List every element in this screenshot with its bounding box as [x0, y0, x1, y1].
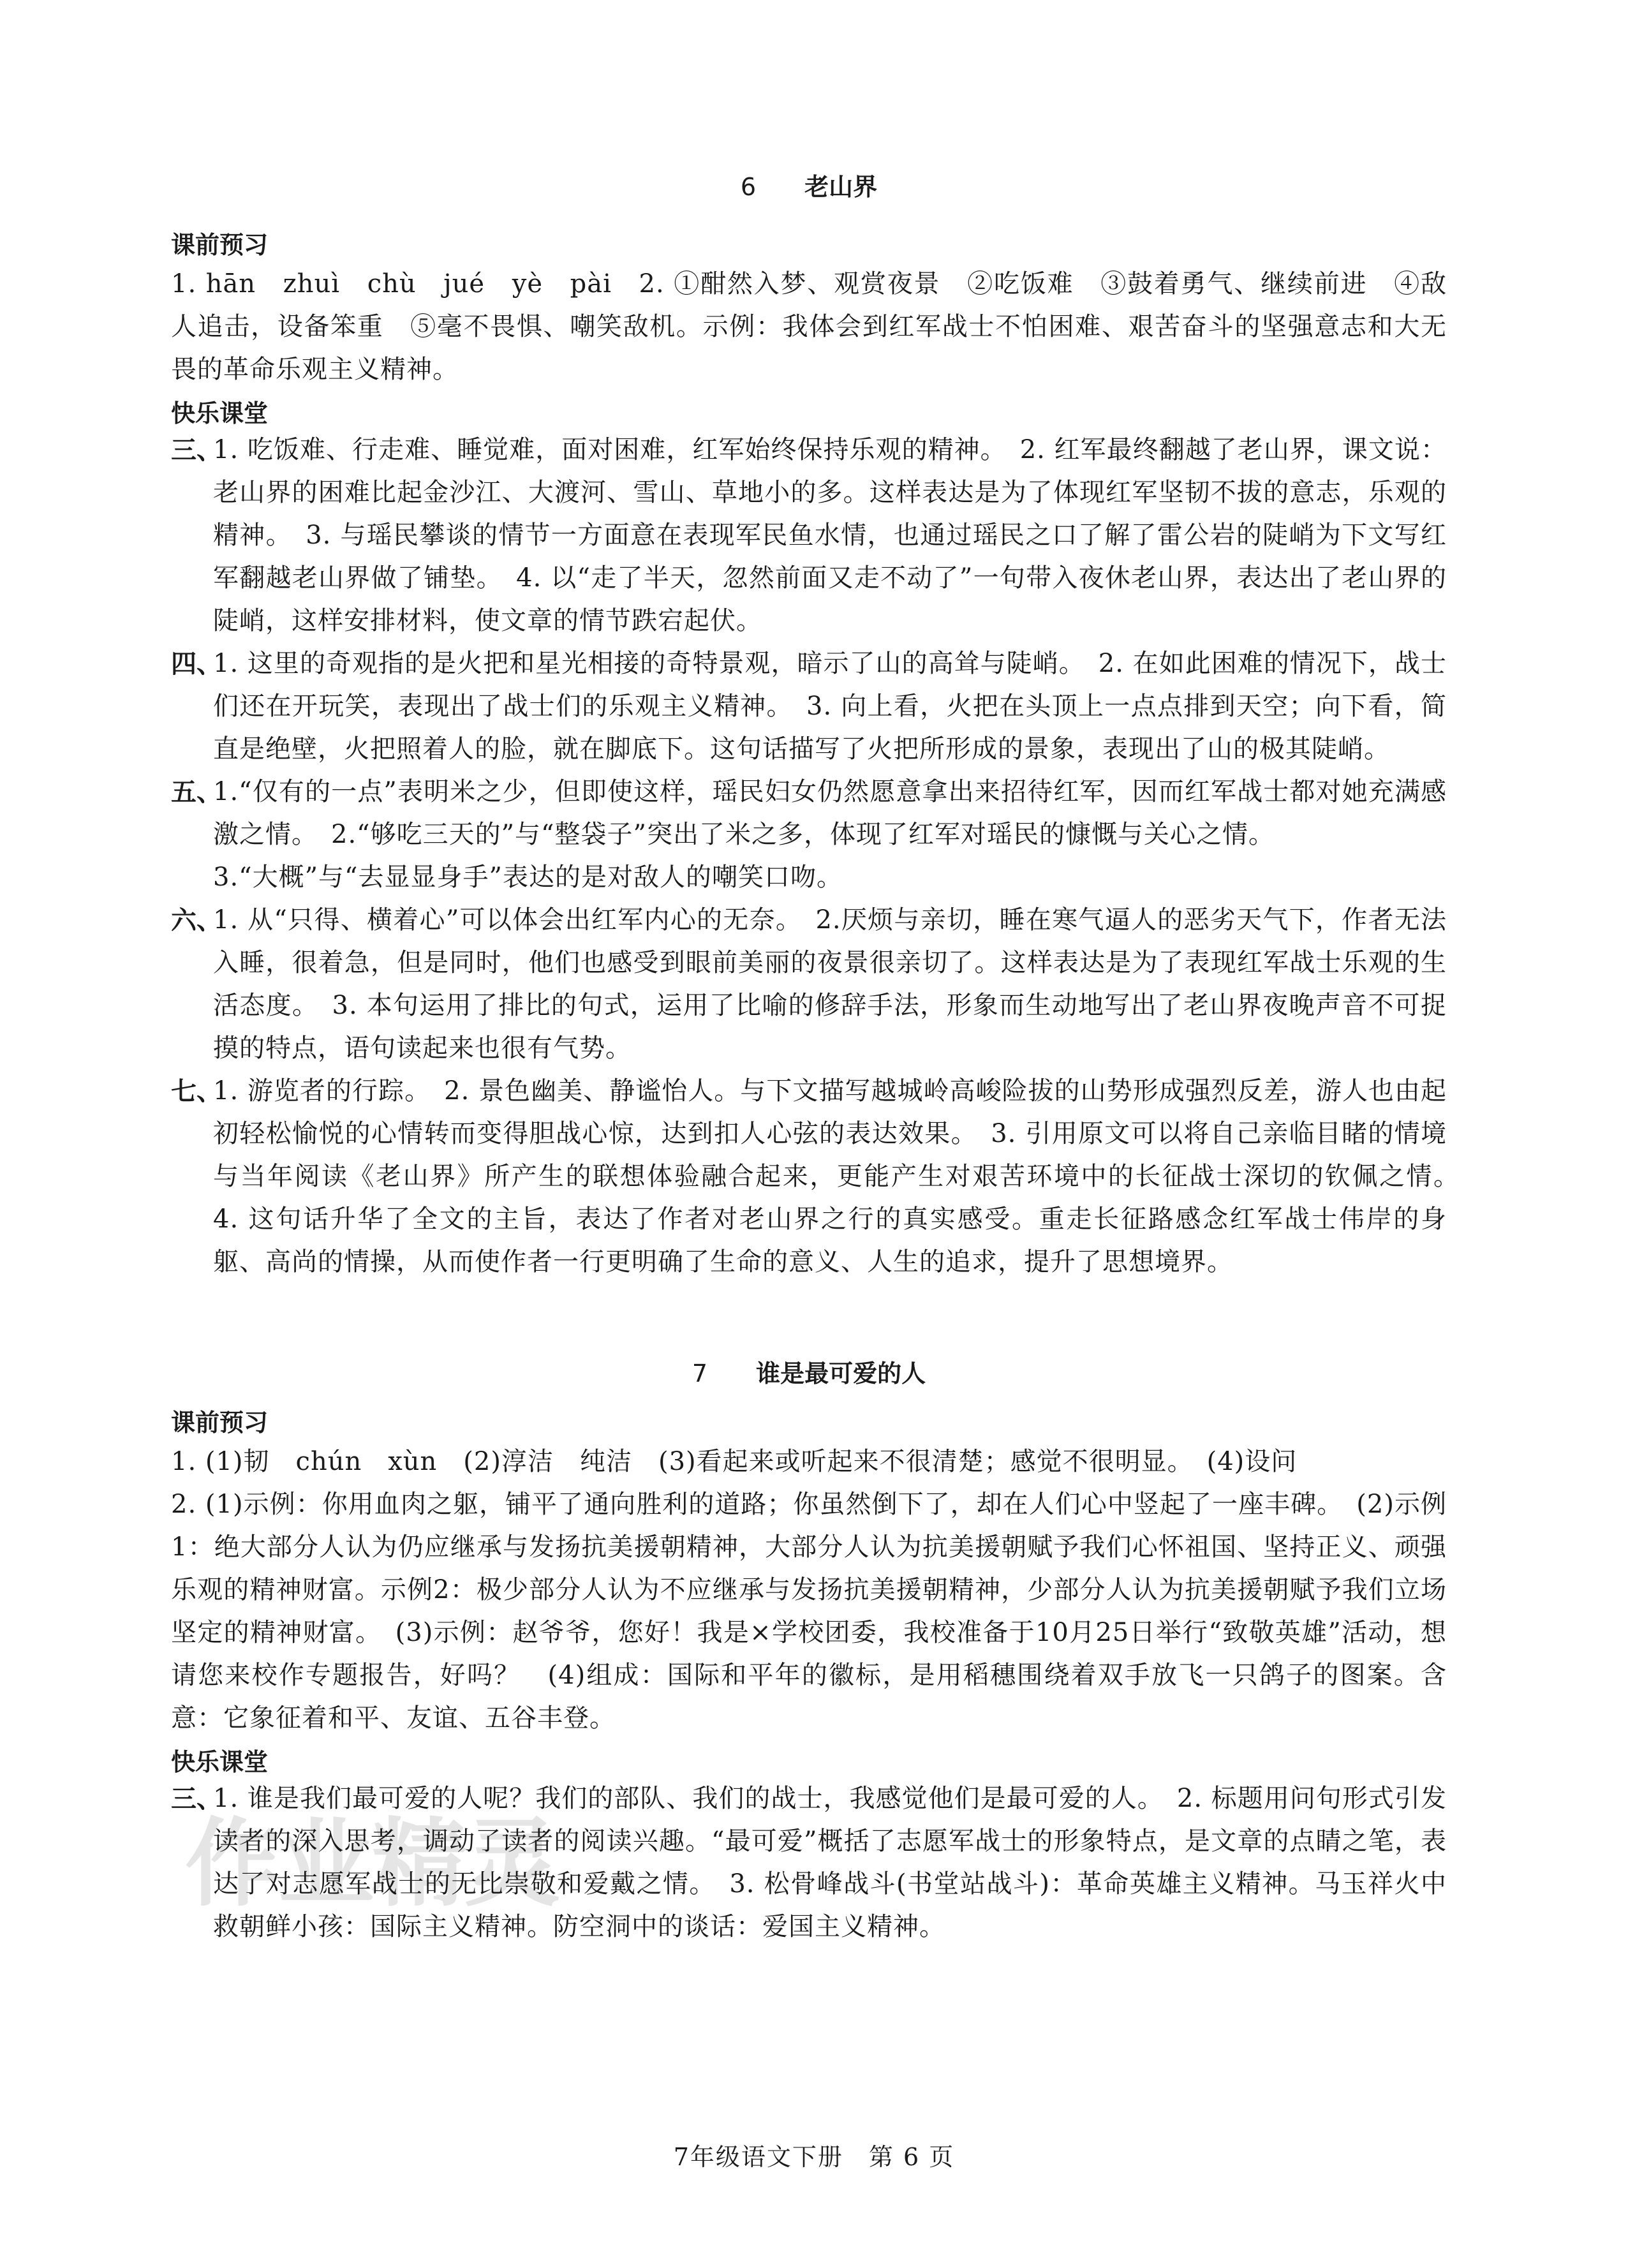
item-text: 1.“仅有的一点”表明米之少，但即使这样，瑶民妇女仍然愿意拿出来招待红军，因而红军战士都对她充满感激之情。 2.“够吃三天的”与“整袋子”突出了米之多，体现了红军对瑶民的慷慨与关心之情。	[213, 777, 1447, 849]
item-marker: 六、	[171, 905, 222, 935]
item-marker: 七、	[171, 1076, 222, 1106]
item-marker: 三、	[171, 1784, 222, 1814]
item-text: 1. 从“只得、横着心”可以体会出红军内心的无奈。 2.厌烦与亲切，睡在寒气逼人的恶劣天气下，作者无法入睡，很着急，但是同时，他们也感受到眼前美丽的夜景很亲切了。这样表达是为了表现红军战士乐观的生活态度。 3. 本句运用了排比的句式，运用了比喻的修辞手法，形象而生动地写出了老山界夜晚声音不可捉摸的特点，语句读起来也很有气势。	[213, 905, 1447, 1063]
lesson-6-item-7	[171, 1070, 1473, 1284]
lesson-7-preview-line-2: 2. (1)示例：你用血肉之躯，铺平了通向胜利的道路；你虽然倒下了，却在人们心中竖起了一座丰碑。 (2)示例1：绝大部分人认为仍应继承与发扬抗美援朝精神，大部分人认为抗美援朝赋予我们心怀祖国、坚持正义、顽强乐观的精神财富。示例2：极少部分人认为不应继承与发扬抗美援朝精神，少部分人认为抗美援朝赋予我们立场坚定的精神财富。 (3)示例：赵爷爷，您好！我是×学校团委，我校准备于10月25日举行“致敬英雄”活动，想请您来校作专题报告，好吗？ (4)组成：国际和平年的徽标，是用稻穗围绕着双手放飞一只鸽子的图案。含意：它象征着和平、友谊、五谷丰登。	[171, 1490, 1447, 1733]
item-marker: 三、	[171, 435, 222, 465]
lesson-7-title-text: 谁是最可爱的人	[756, 1360, 926, 1388]
lesson-6-preview-text: 1. hān zhuì chù jué yè pài 2. ①酣然入梦、观赏夜景 ②吃饭难 ③鼓着勇气、继续前进 ④敌人追击，设备笨重 ⑤毫不畏惧、嘲笑敌机。示例：我体会到红军战士不怕困难、艰苦奋斗的坚强意志和大无畏的革命乐观主义精神。	[171, 269, 1447, 384]
lesson-7-number: 7	[692, 1360, 708, 1388]
lesson-6-title-text: 老山界	[804, 173, 878, 201]
item-text: 1. 这里的奇观指的是火把和星光相接的奇特景观，暗示了山的高耸与陡峭。 2. 在如此困难的情况下，战士们还在开玩笑，表现出了战士们的乐观主义精神。 3. 向上看，火把在头顶上一点点排到天空；向下看，简直是绝壁，火把照着人的脸，就在脚底下。这句话描写了火把所形成的景象，表现出了山的极其陡峭。	[213, 649, 1447, 764]
lesson-7-title	[171, 1354, 1447, 1389]
watermark-logo: 作业精灵	[185, 1809, 558, 1920]
lesson-6-item-3	[171, 429, 1447, 642]
item-text-extra: 3.“大概”与“去显显身手”表达的是对敌人的嘲笑口吻。	[213, 863, 843, 892]
lesson-6-preview-heading: 课前预习	[171, 231, 269, 259]
lesson-6-item-6	[171, 899, 1447, 1070]
lesson-7-preview-heading: 课前预习	[171, 1409, 269, 1437]
lesson-6-item-4	[171, 642, 1447, 771]
lesson-6-section	[171, 167, 1473, 1284]
item-text: 1. 游览者的行踪。 2. 景色幽美、静谧怡人。与下文描写越城岭高峻险拔的山势形成强烈反差，游人也由起初轻松愉悦的心情转而变得胆战心惊，达到扣人心弦的表达效果。 3. 引用原文可以将自己亲临目睹的情境与当年阅读《老山界》所产生的联想体验融合起来，更能产生对艰苦环境中的长征战士深切的钦佩之情。 4. 这句话升华了全文的主旨，表达了作者对老山界之行的真实感受。重走长征路感念红军战士伟岸的身躯、高尚的情操，从而使作者一行更明确了生命的意义、人生的追求，提升了思想境界。	[213, 1076, 1473, 1277]
item-marker: 四、	[171, 649, 222, 679]
lesson-7-preview-line-1: 1. (1)韧 chún xùn (2)淳洁 纯洁 (3)看起来或听起来不很清楚；感觉不很明显。 (4)设问	[171, 1447, 1298, 1476]
lesson-6-class-heading: 快乐课堂	[171, 399, 269, 427]
lesson-6-title	[171, 167, 1447, 202]
lesson-6-item-5	[171, 771, 1447, 899]
item-marker: 五、	[171, 777, 222, 807]
lesson-6-number: 6	[740, 173, 757, 201]
lesson-7-class-heading: 快乐课堂	[171, 1748, 269, 1776]
item-text: 1. 谁是我们最可爱的人呢？我们的部队、我们的战士，我感觉他们是最可爱的人。 2. 标题用问句形式引发读者的深入思考，调动了读者的阅读兴趣。“最可爱”概括了志愿军战士的形象特点，是文章的点睛之笔，表达了对志愿军战士的无比崇敬和爱戴之情。 3. 松骨峰战斗(书堂站战斗)：革命英雄主义精神。马玉祥火中救朝鲜小孩：国际主义精神。防空洞中的谈话：爱国主义精神。	[213, 1784, 1447, 1941]
item-text: 1. 吃饭难、行走难、睡觉难，面对困难，红军始终保持乐观的精神。 2. 红军最终翻越了老山界，课文说：老山界的困难比起金沙江、大渡河、雪山、草地小的多。这样表达是为了体现红军坚韧不拔的意志，乐观的精神。 3. 与瑶民攀谈的情节一方面意在表现军民鱼水情，也通过瑶民之口了解了雷公岩的陡峭为下文写红军翻越老山界做了铺垫。 4. 以“走了半天，忽然前面又走不动了”一句带入夜休老山界，表达出了老山界的陡峭，这样安排材料，使文章的情节跌宕起伏。	[213, 435, 1447, 635]
page-footer: 7年级语文下册 第 6 页	[673, 2143, 955, 2171]
